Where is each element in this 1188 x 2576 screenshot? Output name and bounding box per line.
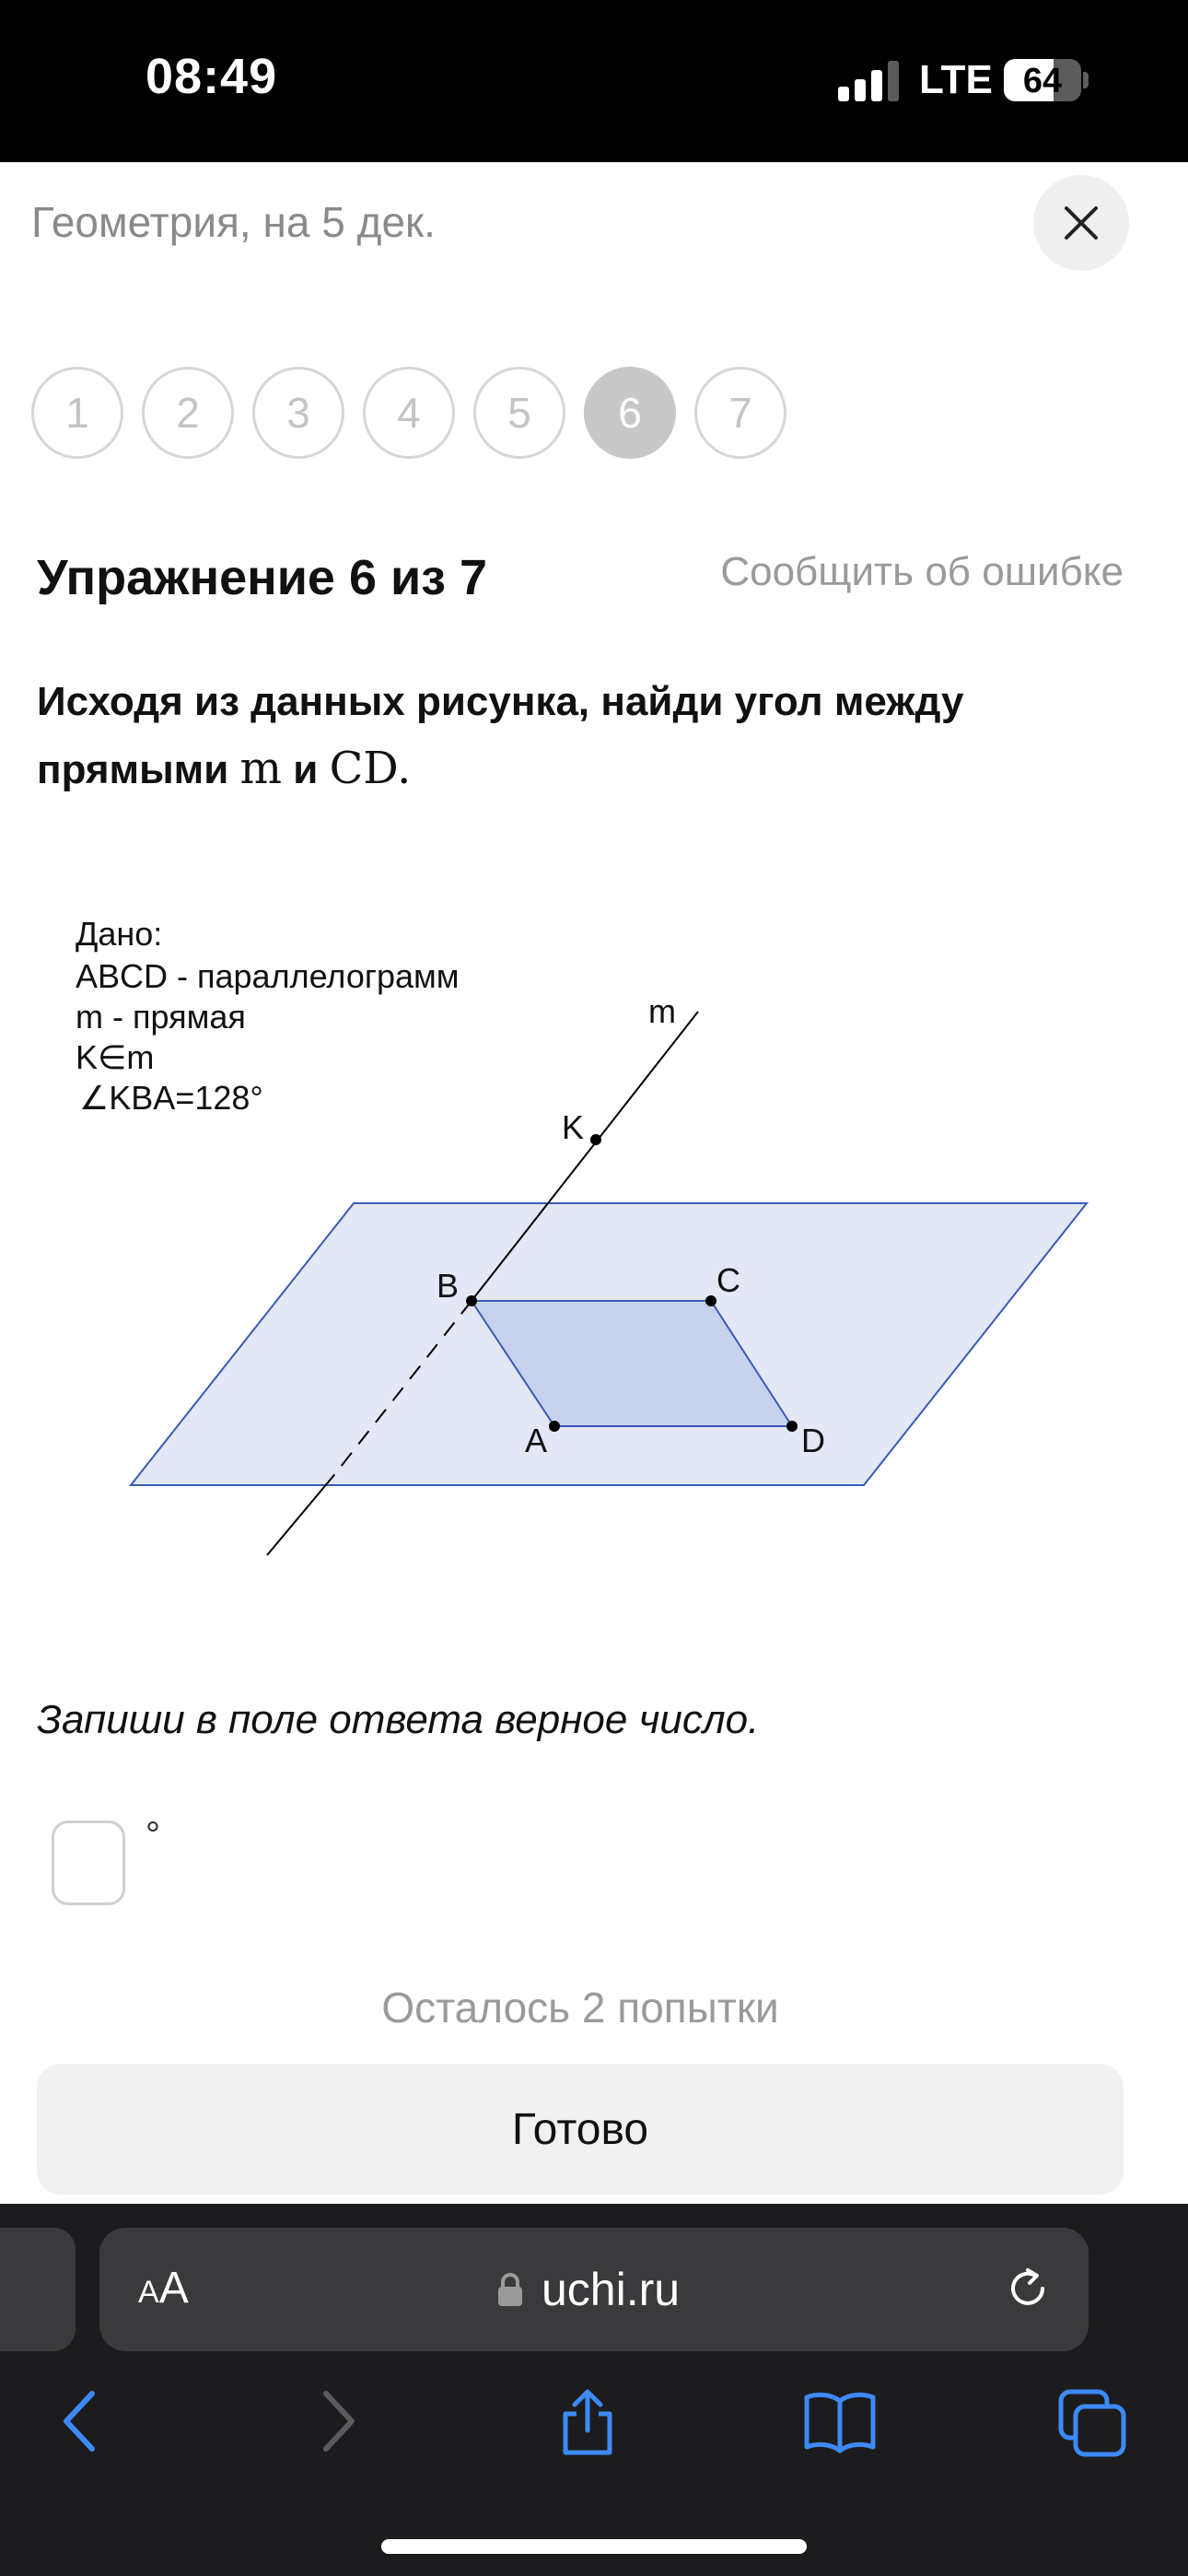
given-block xyxy=(76,915,460,1117)
tabs-icon[interactable] xyxy=(1057,2388,1127,2458)
previous-tab[interactable] xyxy=(0,2228,76,2351)
point-c xyxy=(705,1295,716,1306)
label-d: D xyxy=(801,1422,825,1459)
forward-icon[interactable] xyxy=(319,2388,359,2454)
point-a xyxy=(549,1421,560,1432)
math-line-m: m xyxy=(239,743,283,794)
url-text[interactable]: uchi.ru xyxy=(542,2264,681,2315)
share-icon[interactable] xyxy=(558,2388,617,2456)
status-bar xyxy=(0,0,1188,162)
math-line-cd: CD xyxy=(329,743,398,794)
network-label: LTE xyxy=(919,57,993,102)
answer-input[interactable] xyxy=(52,1821,125,1905)
point-d xyxy=(786,1421,798,1432)
reload-icon[interactable] xyxy=(1002,2263,1054,2314)
step-5[interactable]: 5 xyxy=(473,367,565,459)
label-b: B xyxy=(437,1267,460,1305)
question-main: Исходя из данных рисунка, найди угол между прямыми xyxy=(37,679,964,792)
given-line: m - прямая xyxy=(76,998,246,1036)
step-1[interactable]: 1 xyxy=(31,367,123,459)
given-line: Дано: xyxy=(76,915,163,953)
step-3[interactable]: 3 xyxy=(252,367,344,459)
label-m: m xyxy=(648,992,676,1030)
text-size-large: A xyxy=(158,2264,189,2313)
question-conjunction: и xyxy=(293,747,319,792)
given-line: ABCD - параллелограмм xyxy=(76,957,460,995)
label-k: K xyxy=(562,1108,585,1146)
exercise-heading: Упражнение 6 из 7 xyxy=(37,550,488,605)
point-b xyxy=(466,1295,477,1306)
battery-percent: 64 xyxy=(1022,62,1063,100)
close-icon xyxy=(1061,203,1101,243)
battery-icon xyxy=(1004,59,1081,101)
step-7[interactable]: 7 xyxy=(694,367,786,459)
home-indicator xyxy=(381,2539,807,2554)
lock-icon xyxy=(497,2272,523,2307)
text-size-button[interactable] xyxy=(138,2263,189,2313)
line-m-lower xyxy=(267,1476,333,1555)
attempts-left: Осталось 2 попытки xyxy=(381,1984,779,2032)
step-2[interactable]: 2 xyxy=(142,367,234,459)
label-c: C xyxy=(716,1261,740,1299)
given-line: ∠KBA=128° xyxy=(79,1079,263,1117)
degree-unit: ° xyxy=(146,1815,160,1856)
geometry-figure xyxy=(74,912,1114,1575)
signal-icon xyxy=(838,61,899,101)
report-error-link[interactable]: Сообщить об ошибке xyxy=(720,549,1124,594)
status-time: 08:49 xyxy=(146,49,278,104)
question-period: . xyxy=(397,743,412,794)
step-4[interactable]: 4 xyxy=(363,367,455,459)
close-button[interactable] xyxy=(1033,175,1129,271)
bookmarks-icon[interactable] xyxy=(803,2388,877,2454)
step-6[interactable]: 6 xyxy=(584,367,676,459)
submit-button[interactable]: Готово xyxy=(37,2064,1124,2195)
back-icon[interactable] xyxy=(59,2388,99,2454)
text-size-small: A xyxy=(138,2275,159,2310)
given-line: K∈m xyxy=(76,1038,155,1076)
label-a: A xyxy=(525,1422,548,1459)
lesson-title: Геометрия, на 5 дек. xyxy=(31,198,436,246)
point-k xyxy=(590,1134,601,1145)
answer-instruction: Запиши в поле ответа верное число. xyxy=(37,1697,760,1742)
question-text xyxy=(37,669,1124,803)
